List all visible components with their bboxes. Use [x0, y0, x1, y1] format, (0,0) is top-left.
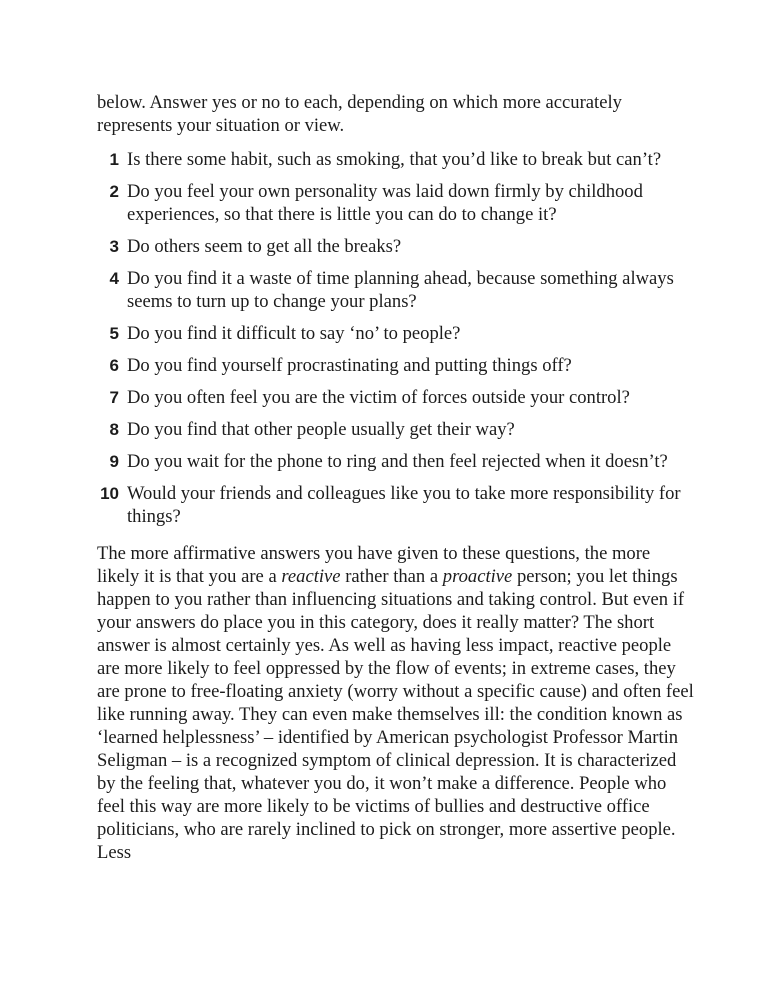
question-text: Is there some habit, such as smoking, that you’d like to break but can’t?	[127, 149, 662, 170]
question-text: Do you wait for the phone to ring and then feel rejected when it doesn’t?	[127, 451, 668, 472]
intro-paragraph: below. Answer yes or no to each, depending on which more accurately represents your situation or view.	[97, 92, 622, 136]
question-number: 8	[109, 420, 119, 439]
question-text: Would your friends and colleagues like you to take more responsibility for things?	[127, 483, 681, 527]
document-page	[97, 91, 697, 864]
question-item	[97, 235, 697, 258]
question-number: 9	[109, 452, 119, 471]
body-text-start: The more affirmative answers you have given to these questions, the more likely it is that you are a	[97, 543, 651, 587]
question-number: 7	[109, 388, 119, 407]
question-text: Do you feel your own personality was laid down firmly by childhood experiences, so that there is little you can do to change it?	[127, 181, 643, 225]
question-text: Do you find yourself procrastinating and putting things off?	[127, 355, 572, 376]
question-item	[97, 418, 697, 441]
question-item	[97, 322, 697, 345]
question-text: Do you find that other people usually get their way?	[127, 419, 515, 440]
question-text: Do you often feel you are the victim of forces outside your control?	[127, 387, 630, 408]
question-item	[97, 386, 697, 409]
question-list	[97, 148, 697, 528]
body-text-middle: rather than a	[345, 566, 439, 587]
question-item	[97, 148, 697, 171]
question-item	[97, 267, 697, 313]
question-number: 1	[109, 150, 119, 169]
question-number: 2	[109, 182, 119, 201]
question-item	[97, 450, 697, 473]
question-text: Do you find it difficult to say ‘no’ to people?	[127, 323, 461, 344]
body-paragraph	[97, 542, 697, 864]
question-number: 4	[109, 269, 119, 288]
question-text: Do you find it a waste of time planning ahead, because something always seems to turn up to change your plans?	[127, 268, 674, 312]
emphasis-reactive: reactive	[281, 566, 341, 587]
question-number: 3	[109, 237, 119, 256]
question-item	[97, 482, 697, 528]
emphasis-proactive: proactive	[442, 566, 513, 587]
question-number: 10	[100, 484, 119, 503]
question-item	[97, 354, 697, 377]
body-text-rest: person; you let things happen to you rather than influencing situations and taking control. But even if your answers do place you in this category, does it really matter? The short answer is almost certainly yes. As well as having less impact, reactive people are more likely to feel oppressed by the flow of events; in extreme cases, they are prone to free-floating anxiety (worry without a specific cause) and often feel like running away. They can even make themselves ill: the condition known as ‘learned helplessness’ – identified by American psychologist Professor Martin Seligman – is a recognized symptom of clinical depression. It is characterized by the feeling that, whatever you do, it won’t make a difference. People who feel this way are more likely to be victims of bullies and destructive office politicians, who are rarely inclined to pick on stronger, more assertive people. Less	[97, 566, 694, 863]
question-text: Do others seem to get all the breaks?	[127, 236, 402, 257]
question-item	[97, 180, 697, 226]
question-number: 5	[109, 324, 119, 343]
question-number: 6	[109, 356, 119, 375]
